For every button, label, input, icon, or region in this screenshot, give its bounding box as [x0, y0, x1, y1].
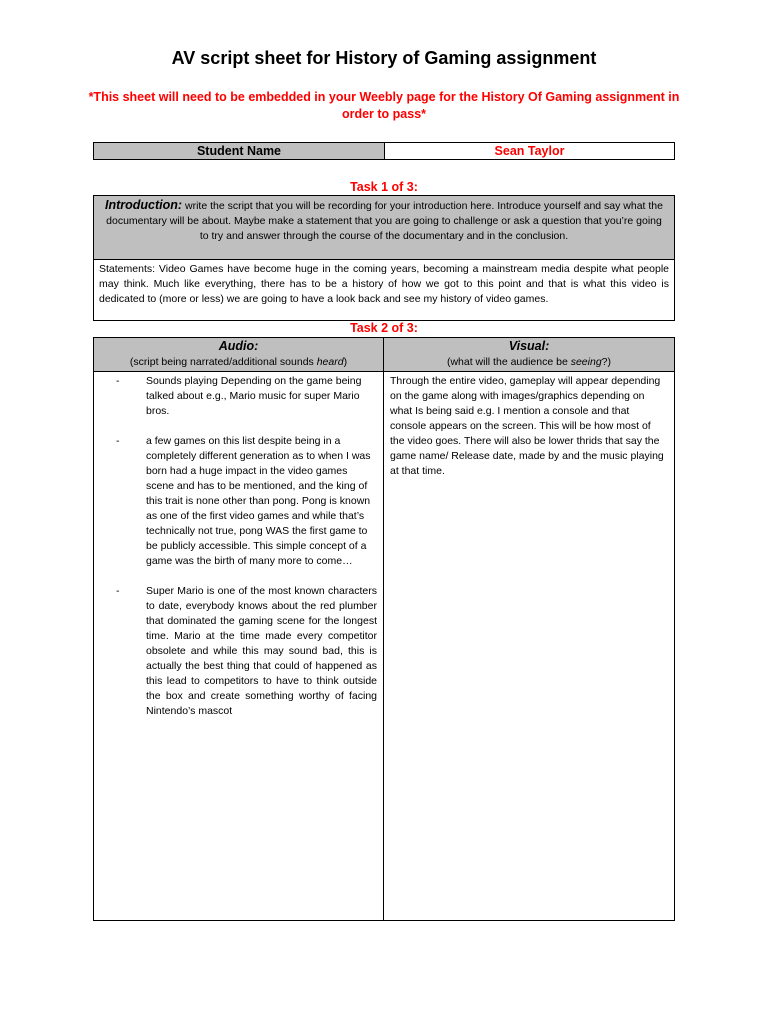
audio-list-item — [116, 584, 377, 719]
audio-item-text: a few games on this list despite being in a completely different generation as to when I was born had a huge impact in the video games scene and has to be mentioned, and the king of this trait is none other than pong. Pong is known as one of the first video games and while that’s technically not true, pong WAS the first game to be publicly accessible. This simple concept of a game was the birth of many more to come… — [146, 435, 371, 567]
bullet-marker: - — [116, 435, 120, 447]
task2-table — [93, 337, 675, 921]
task2-body-row — [94, 372, 674, 920]
visual-column: Through the entire video, gameplay will appear depending on the game along with images/graphics depending on what Is being said e.g. I mention a console and that console appears on the screen. This will be how most of the video goes. There will also be lower thrids that say the game name/ Release date, made by and the music playing at that time. — [390, 375, 664, 477]
visual-subtitle-post: ?) — [601, 356, 612, 368]
audio-item-text: Super Mario is one of the most known characters to date, everybody knows about the red plumber that dominated the gaming scene for the longest time. Mario at the time made every competitor obsolete and while this may sound bad, this is actually the best thing that could of happened as this lead to competitors to have to think outside the box and create something worthy of facing Nintendo’s mascot — [146, 585, 377, 717]
task2-label: Task 2 of 3: — [350, 321, 418, 335]
introduction-statements: Statements: Video Games have become huge in the coming years, becoming a mainstream media despite what people may think. Much like everything, there has to be a history of how we got to this point and that is what this video is dedicated to (more or less) we are going to have a look back and see my history of video games. — [99, 263, 669, 305]
introduction-instructions — [94, 196, 674, 260]
visual-subtitle — [384, 355, 674, 369]
audio-list-item — [116, 434, 377, 569]
introduction-colon: : — [177, 198, 183, 212]
bullet-marker: - — [116, 375, 120, 387]
visual-header — [384, 338, 674, 371]
embed-notice: *This sheet will need to be embedded in your Weebly page for the History Of Gaming assignment in order to pass* — [88, 90, 680, 121]
student-name-value: Sean Taylor — [494, 144, 565, 158]
student-name-row — [93, 142, 675, 160]
audio-subtitle-emphasis: heard — [316, 356, 344, 368]
audio-header — [94, 338, 384, 371]
audio-subtitle — [94, 355, 383, 369]
audio-column — [94, 372, 384, 920]
page-title: AV script sheet for History of Gaming assignment — [171, 48, 597, 68]
visual-subtitle-emphasis: seeing — [570, 356, 602, 368]
introduction-label: Introduction — [105, 198, 178, 212]
bullet-marker: - — [116, 585, 120, 597]
task1-label: Task 1 of 3: — [350, 180, 418, 194]
visual-subtitle-pre: (what will the audience be — [446, 356, 571, 368]
introduction-instructions-text: write the script that you will be recording for your introduction here. Introduce yourself and say what the documentary will be about. Maybe make a statement that you are going to challenge or ask a question that you’re going to try and answer through the course of the documentary and in the conclusion. — [106, 200, 663, 242]
audio-item-text: Sounds playing Depending on the game being talked about e.g., Mario music for super Mario bros. — [146, 375, 362, 417]
task1-table — [93, 195, 675, 321]
audio-subtitle-post: ) — [343, 356, 348, 368]
task2-header-row — [94, 338, 674, 372]
audio-subtitle-pre: (script being narrated/additional sounds — [129, 356, 317, 368]
visual-title: Visual: — [508, 339, 550, 353]
audio-title: Audio: — [218, 339, 259, 353]
student-name-label: Student Name — [94, 143, 385, 159]
audio-list-item — [116, 374, 377, 419]
